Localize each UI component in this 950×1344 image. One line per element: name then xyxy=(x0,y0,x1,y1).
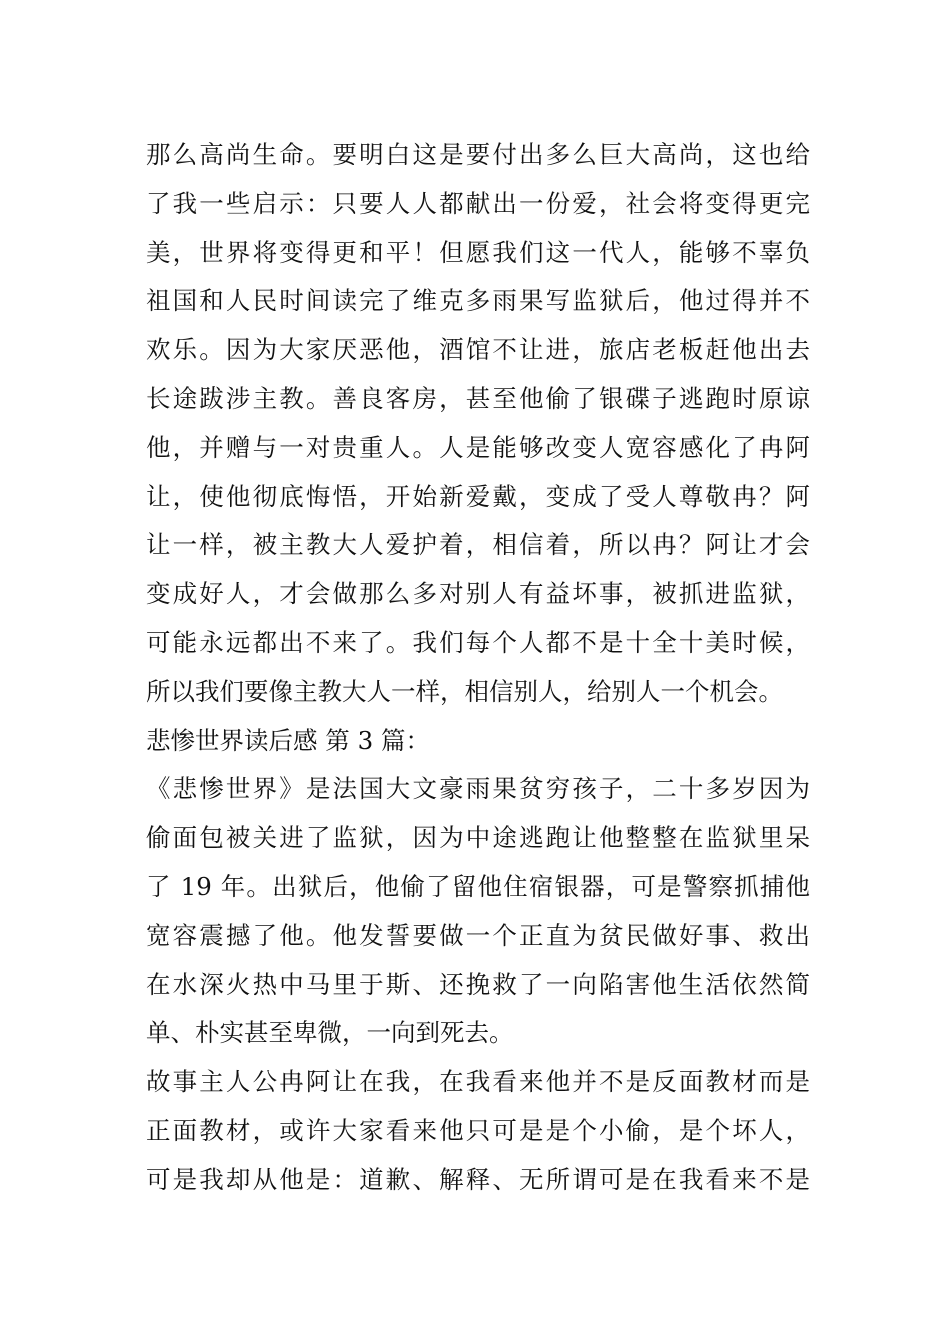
text-line-4: 祖国和人民时间读完了维克多雨果写监狱后，他过得并不 xyxy=(146,286,810,316)
text-line-19: 单、朴实甚至卑微，一向到死去。 xyxy=(146,1018,514,1048)
text-line-10: 变成好人，才会做那么多对别人有益坏事，被抓进监狱， xyxy=(146,579,810,609)
section-heading: 悲惨世界读后感 第 3 篇： xyxy=(146,725,430,755)
text-line-17: 宽容震撼了他。他发誓要做一个正直为贫民做好事、救出 xyxy=(146,920,810,950)
text-line-3: 美，世界将变得更和平！但愿我们这一代人，能够不辜负 xyxy=(146,237,810,267)
text-line-8: 让，使他彻底悔悟，开始新爱戴，变成了受人尊敬冉？阿 xyxy=(146,481,810,511)
text-line-16: 了 19 年。出狱后，他偷了留他住宿银器，可是警察抓捕他 xyxy=(146,871,810,901)
text-line-21: 正面教材，或许大家看来他只可是是个小偷，是个坏人， xyxy=(146,1115,810,1145)
text-line-9: 让一样，被主教大人爱护着，相信着，所以冉？阿让才会 xyxy=(146,530,810,560)
text-line-20: 故事主人公冉阿让在我，在我看来他并不是反面教材而是 xyxy=(146,1067,810,1097)
text-line-15: 偷面包被关进了监狱，因为中途逃跑让他整整在监狱里呆 xyxy=(146,823,810,853)
body-text xyxy=(146,131,810,1205)
text-line-18: 在水深火热中马里于斯、还挽救了一向陷害他生活依然简 xyxy=(146,969,810,999)
text-line-6: 长途跋涉主教。善良客房，甚至他偷了银碟子逃跑时原谅 xyxy=(146,383,810,413)
text-line-12: 所以我们要像主教大人一样，相信别人，给别人一个机会。 xyxy=(146,676,783,706)
text-line-1: 那么高尚生命。要明白这是要付出多么巨大高尚，这也给 xyxy=(146,140,810,169)
text-line-7: 他，并赠与一对贵重人。人是能够改变人宽容感化了冉阿 xyxy=(146,432,810,462)
text-line-14: 《悲惨世界》是法国大文豪雨果贫穷孩子，二十多岁因为 xyxy=(146,774,810,804)
text-line-22: 可是我却从他是：道歉、解释、无所谓可是在我看来不是 xyxy=(146,1164,810,1194)
text-line-11: 可能永远都出不来了。我们每个人都不是十全十美时候， xyxy=(146,627,810,657)
text-line-2: 了我一些启示：只要人人都献出一份爱，社会将变得更完 xyxy=(146,188,810,218)
text-line-5: 欢乐。因为大家厌恶他，酒馆不让进，旅店老板赶他出去 xyxy=(146,335,810,365)
